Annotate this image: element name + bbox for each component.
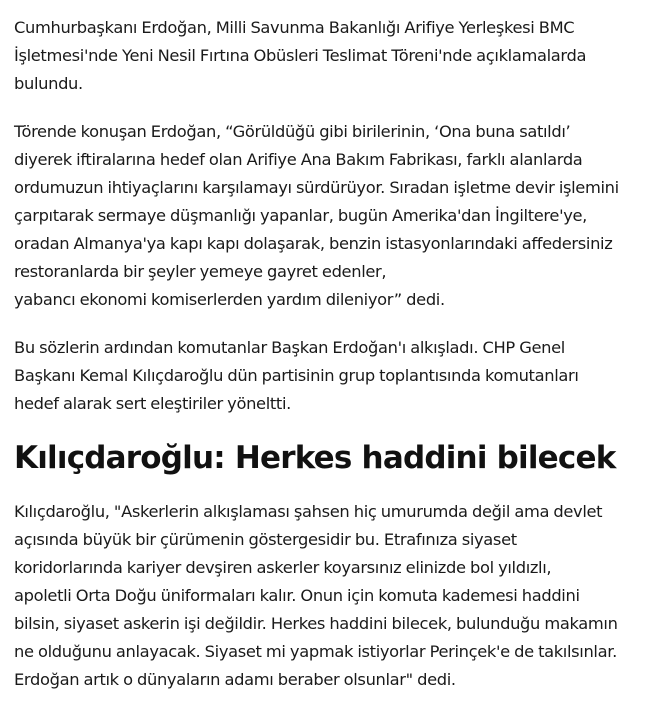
text-line: bilsin, siyaset askerin işi değildir. Herkes haddini bilecek, bulunduğu makamın	[14, 614, 618, 633]
text-line: Bu sözlerin ardından komutanlar Başkan Erdoğan'ı alkışladı. CHP Genel	[14, 338, 565, 357]
paragraph-applause	[14, 334, 662, 418]
paragraph-quote-erdogan	[14, 118, 662, 314]
text-line: İşletmesi'nde Yeni Nesil Fırtına Obüsleri Teslimat Töreni'nde açıklamalarda	[14, 46, 587, 65]
text-line: ordumuzun ihtiyaçlarını karşılamayı sürdürüyor. Sıradan işletme devir işlemini	[14, 178, 619, 197]
text-line: koridorlarında kariyer devşiren askerler koyarsınız elinizde bol yıldızlı,	[14, 558, 552, 577]
text-line: Törende konuşan Erdoğan, “Görüldüğü gibi birilerinin, ‘Ona buna satıldı’	[14, 122, 571, 141]
text-line: çarpıtarak sermaye düşmanlığı yapanlar, bugün Amerika'dan İngiltere'ye,	[14, 206, 587, 225]
text-line: Erdoğan artık o dünyaların adamı beraber olsunlar" dedi.	[14, 670, 456, 689]
text-line: yabancı ekonomi komiserlerden yardım dileniyor” dedi.	[14, 290, 445, 309]
article-body	[14, 14, 662, 714]
text-line: Başkanı Kemal Kılıçdaroğlu dün partisinin grup toplantısında komutanları	[14, 366, 579, 385]
text-line: restoranlarda bir şeyler yemeye gayret edenler,	[14, 262, 387, 281]
paragraph-intro	[14, 14, 662, 98]
text-line: Kılıçdaroğlu, "Askerlerin alkışlaması şahsen hiç umurumda değil ama devlet	[14, 502, 603, 521]
text-line: bulundu.	[14, 74, 83, 93]
section-heading: Kılıçdaroğlu: Herkes haddini bilecek	[14, 440, 616, 476]
text-line: hedef alarak sert eleştiriler yöneltti.	[14, 394, 291, 413]
text-line: diyerek iftiralarına hedef olan Arifiye Ana Bakım Fabrikası, farklı alanlarda	[14, 150, 583, 169]
text-line: açısında büyük bir çürümenin göstergesidir bu. Etrafınıza siyaset	[14, 530, 517, 549]
text-line: Cumhurbaşkanı Erdoğan, Milli Savunma Bakanlığı Arifiye Yerleşkesi BMC	[14, 18, 575, 37]
text-line: ne olduğunu anlayacak. Siyaset mi yapmak istiyorlar Perinçek'e de takılsınlar.	[14, 642, 617, 661]
paragraph-quote-kilicdaroglu	[14, 498, 662, 694]
text-line: oradan Almanya'ya kapı kapı dolaşarak, benzin istasyonlarındaki affedersiniz	[14, 234, 613, 253]
text-line: apoletli Orta Doğu üniformaları kalır. Onun için komuta kademesi haddini	[14, 586, 580, 605]
